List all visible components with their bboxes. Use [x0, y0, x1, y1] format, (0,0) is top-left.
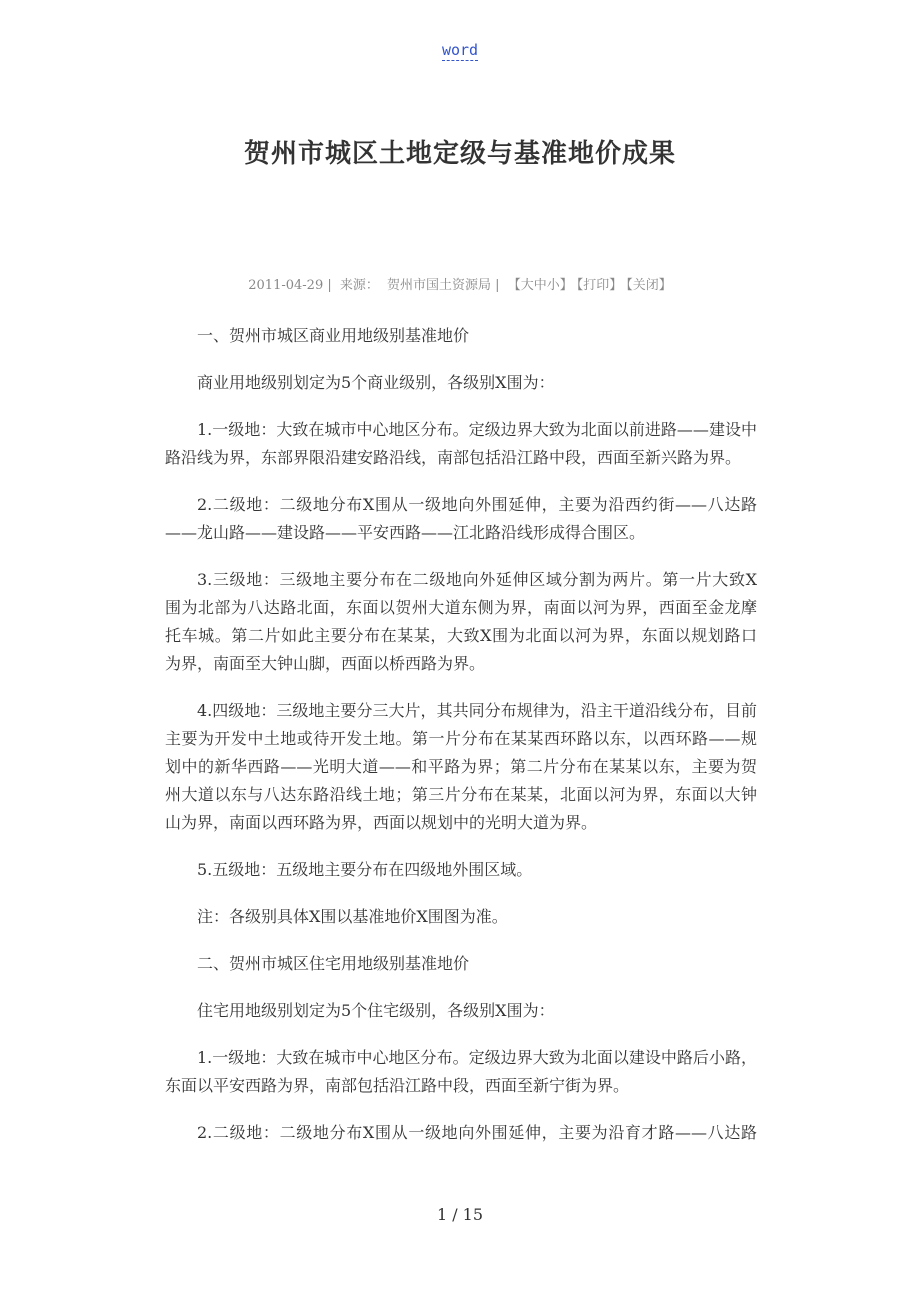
- paragraph-line: 1.一级地：大致在城市中心地区分布。定级边界大致为北面以前进路——建设中: [197, 420, 757, 439]
- font-size-link[interactable]: 【大中小】: [507, 278, 573, 293]
- header: [0, 40, 920, 59]
- paragraph-line: 4.四级地：三级地主要分三大片，其共同分布规律为，沿主干道沿线分布，目前: [197, 701, 757, 720]
- paragraph-line: 1.一级地：大致在城市中心地区分布。定级边界大致为北面以建设中路后小路，: [197, 1048, 757, 1067]
- paragraph: [165, 997, 757, 1025]
- paragraph-line: 商业用地级别划定为5个商业级别，各级别X围为：: [197, 373, 555, 392]
- paragraph-line: 围为北部为八达路北面，东面以贺州大道东侧为界，南面以河为界，西面至金龙摩: [165, 598, 757, 617]
- paragraph: [165, 322, 757, 350]
- publish-date: 2011-04-29 |: [248, 278, 332, 293]
- article-meta: [0, 274, 920, 293]
- paragraph-line: 二、贺州市城区住宅用地级别基准地价: [197, 954, 470, 973]
- paragraph-line: 路沿线为界，东部界限沿建安路沿线，南部包括沿江路中段，西面至新兴路为界。: [165, 448, 742, 467]
- paragraph-line: ——龙山路——建设路——平安西路——江北路沿线形成得合围区。: [165, 523, 646, 542]
- paragraph: [165, 491, 757, 547]
- paragraph: [165, 697, 757, 837]
- paragraph: [165, 903, 757, 931]
- paragraph: [165, 950, 757, 978]
- paragraph-line: 注：各级别具体X围以基准地价X围图为准。: [197, 907, 508, 926]
- source-name: 贺州市国土资源局 |: [387, 278, 500, 293]
- paragraph-line: 东面以平安西路为界，南部包括沿江路中段，西面至新宁街为界。: [165, 1076, 630, 1095]
- document-title: 贺州市城区土地定级与基准地价成果: [243, 139, 676, 169]
- paragraph-line: 为界，南面至大钟山脚，西面以桥西路为界。: [165, 654, 486, 673]
- paragraph: [165, 1119, 757, 1147]
- paragraph: [165, 369, 757, 397]
- paragraph-line: 州大道以东与八达东路沿线土地；第三片分布在某某，北面以河为界，东面以大钟: [165, 785, 757, 804]
- page-number: 1 / 15: [436, 1205, 484, 1224]
- paragraph-line: 3.三级地：三级地主要分布在二级地向外延伸区域分割为两片。第一片大致X: [197, 570, 757, 589]
- paragraph-line: 2.二级地：二级地分布X围从一级地向外围延伸，主要为沿西约街——八达路: [197, 495, 757, 514]
- paragraph-line: 住宅用地级别划定为5个住宅级别，各级别X围为：: [197, 1001, 555, 1020]
- paragraph-line: 托车城。第二片如此主要分布在某某，大致X围为北面以河为界，东面以规划路口: [165, 626, 757, 645]
- paragraph: [165, 1044, 757, 1100]
- paragraph-line: 山为界，南面以西环路为界，西面以规划中的光明大道为界。: [165, 813, 598, 832]
- paragraph: [165, 416, 757, 472]
- paragraph-line: 划中的新华西路——光明大道——和平路为界；第二片分布在某某以东，主要为贺: [165, 757, 757, 776]
- paragraph: [165, 856, 757, 884]
- paragraph-line: 主要为开发中土地或待开发土地。第一片分布在某某西环路以东，以西环路——规: [165, 729, 757, 748]
- word-link[interactable]: word: [441, 41, 479, 59]
- paragraph: [165, 566, 757, 678]
- paragraph-line: 2.二级地：二级地分布X围从一级地向外围延伸，主要为沿育才路——八达路: [197, 1123, 757, 1142]
- document-body: [165, 322, 757, 1166]
- print-link[interactable]: 【打印】: [576, 278, 623, 293]
- close-link[interactable]: 【关闭】: [626, 278, 672, 293]
- paragraph-line: 5.五级地：五级地主要分布在四级地外围区域。: [197, 860, 533, 879]
- paragraph-line: 一、贺州市城区商业用地级别基准地价: [197, 326, 470, 345]
- source-label: 来源：: [339, 278, 379, 293]
